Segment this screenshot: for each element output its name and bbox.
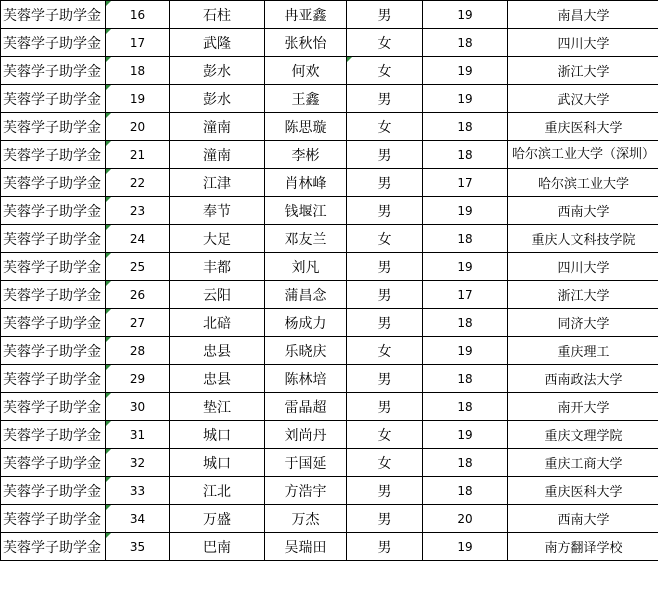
cell-number[interactable]: 31 [106,421,170,449]
cell-number[interactable]: 29 [106,365,170,393]
cell-university[interactable]: 重庆人文科技学院 [508,225,660,253]
cell-university[interactable]: 南方翻译学校 [508,533,660,561]
cell-gender[interactable]: 男 [347,281,423,309]
cell-gender[interactable]: 女 [347,337,423,365]
cell-name[interactable]: 杨成力 [265,309,347,337]
cell-university[interactable]: 四川大学 [508,253,660,281]
cell-region[interactable]: 巴南 [170,533,265,561]
cell-region[interactable]: 云阳 [170,281,265,309]
cell-name[interactable]: 吴瑞田 [265,533,347,561]
table-row [1,533,660,561]
cell-number[interactable]: 16 [106,1,170,29]
cell-gender[interactable]: 男 [347,365,423,393]
cell-program[interactable]: 芙蓉学子助学金 [1,337,106,365]
cell-name[interactable]: 钱堰江 [265,197,347,225]
cell-age[interactable]: 18 [423,477,508,505]
cell-region[interactable]: 武隆 [170,29,265,57]
cell-name[interactable]: 刘尚丹 [265,421,347,449]
cell-university[interactable]: 西南政法大学 [508,365,660,393]
cell-gender[interactable]: 女 [347,57,423,85]
cell-program[interactable]: 芙蓉学子助学金 [1,85,106,113]
cell-region[interactable]: 彭水 [170,85,265,113]
table-row [1,281,660,309]
cell-gender[interactable]: 男 [347,477,423,505]
cell-program[interactable]: 芙蓉学子助学金 [1,141,106,169]
cell-name[interactable]: 于国延 [265,449,347,477]
cell-number[interactable]: 30 [106,393,170,421]
cell-number[interactable]: 27 [106,309,170,337]
cell-program[interactable]: 芙蓉学子助学金 [1,113,106,141]
table-row [1,1,660,29]
cell-number[interactable]: 23 [106,197,170,225]
table-row [1,197,660,225]
cell-age[interactable]: 19 [423,337,508,365]
cell-age[interactable]: 19 [423,421,508,449]
table-row [1,85,660,113]
cell-number[interactable]: 35 [106,533,170,561]
cell-name[interactable]: 冉亚鑫 [265,1,347,29]
table-row [1,57,660,85]
cell-university[interactable]: 哈尔滨工业大学 [508,169,660,197]
cell-program[interactable]: 芙蓉学子助学金 [1,225,106,253]
cell-region[interactable]: 江津 [170,169,265,197]
table-row [1,253,660,281]
cell-program[interactable]: 芙蓉学子助学金 [1,197,106,225]
cell-region[interactable]: 潼南 [170,113,265,141]
cell-age[interactable]: 19 [423,253,508,281]
cell-gender[interactable]: 女 [347,29,423,57]
cell-region[interactable]: 垫江 [170,393,265,421]
cell-number[interactable]: 20 [106,113,170,141]
cell-region[interactable]: 丰都 [170,253,265,281]
cell-age[interactable]: 18 [423,309,508,337]
cell-program[interactable]: 芙蓉学子助学金 [1,309,106,337]
table-row [1,29,660,57]
cell-gender[interactable]: 男 [347,141,423,169]
cell-age[interactable]: 18 [423,141,508,169]
cell-region[interactable]: 北碚 [170,309,265,337]
cell-gender[interactable]: 男 [347,85,423,113]
cell-program[interactable]: 芙蓉学子助学金 [1,253,106,281]
cell-university[interactable]: 重庆医科大学 [508,113,660,141]
table-row [1,505,660,533]
cell-university[interactable]: 西南大学 [508,505,660,533]
table-row [1,141,660,169]
cell-number[interactable]: 33 [106,477,170,505]
cell-number[interactable]: 26 [106,281,170,309]
cell-university[interactable]: 重庆工商大学 [508,449,660,477]
cell-university[interactable]: 西南大学 [508,197,660,225]
cell-age[interactable]: 18 [423,29,508,57]
cell-region[interactable]: 忠县 [170,337,265,365]
cell-number[interactable]: 21 [106,141,170,169]
cell-age[interactable]: 18 [423,393,508,421]
cell-region[interactable]: 大足 [170,225,265,253]
cell-university[interactable]: 重庆理工 [508,337,660,365]
cell-university[interactable]: 重庆医科大学 [508,477,660,505]
cell-name[interactable]: 王鑫 [265,85,347,113]
cell-program[interactable]: 芙蓉学子助学金 [1,477,106,505]
cell-number[interactable]: 18 [106,57,170,85]
cell-region[interactable]: 万盛 [170,505,265,533]
cell-region[interactable]: 忠县 [170,365,265,393]
cell-gender[interactable]: 男 [347,169,423,197]
cell-age[interactable]: 19 [423,533,508,561]
cell-name[interactable]: 陈林培 [265,365,347,393]
table-row [1,365,660,393]
cell-program[interactable]: 芙蓉学子助学金 [1,1,106,29]
table-row [1,477,660,505]
table-row [1,449,660,477]
cell-program[interactable]: 芙蓉学子助学金 [1,281,106,309]
cell-gender[interactable]: 女 [347,449,423,477]
cell-program[interactable]: 芙蓉学子助学金 [1,421,106,449]
cell-region[interactable]: 石柱 [170,1,265,29]
cell-region[interactable]: 城口 [170,421,265,449]
cell-gender[interactable]: 女 [347,113,423,141]
cell-name[interactable]: 邓友兰 [265,225,347,253]
cell-age[interactable]: 19 [423,85,508,113]
cell-program[interactable]: 芙蓉学子助学金 [1,169,106,197]
cell-university[interactable]: 南昌大学 [508,1,660,29]
cell-gender[interactable]: 男 [347,253,423,281]
cell-region[interactable]: 城口 [170,449,265,477]
cell-name[interactable]: 乐晓庆 [265,337,347,365]
cell-university[interactable]: 重庆文理学院 [508,421,660,449]
cell-university[interactable]: 同济大学 [508,309,660,337]
table-body [1,1,660,561]
cell-program[interactable]: 芙蓉学子助学金 [1,533,106,561]
cell-region[interactable]: 奉节 [170,197,265,225]
cell-number[interactable]: 34 [106,505,170,533]
cell-program[interactable]: 芙蓉学子助学金 [1,57,106,85]
cell-gender[interactable]: 女 [347,225,423,253]
cell-name[interactable]: 刘凡 [265,253,347,281]
table-row [1,225,660,253]
cell-number[interactable]: 28 [106,337,170,365]
cell-university[interactable]: 四川大学 [508,29,660,57]
cell-name[interactable]: 雷晶超 [265,393,347,421]
cell-program[interactable]: 芙蓉学子助学金 [1,505,106,533]
cell-age[interactable]: 17 [423,169,508,197]
table-row [1,113,660,141]
cell-university[interactable]: 武汉大学 [508,85,660,113]
cell-university[interactable]: 浙江大学 [508,281,660,309]
cell-number[interactable]: 17 [106,29,170,57]
cell-name[interactable]: 肖林峰 [265,169,347,197]
cell-gender[interactable]: 男 [347,393,423,421]
cell-university[interactable]: 南开大学 [508,393,660,421]
cell-age[interactable]: 19 [423,1,508,29]
cell-name[interactable]: 蒲昌念 [265,281,347,309]
cell-program[interactable]: 芙蓉学子助学金 [1,393,106,421]
cell-number[interactable]: 19 [106,85,170,113]
cell-age[interactable]: 18 [423,225,508,253]
cell-number[interactable]: 24 [106,225,170,253]
cell-number[interactable]: 22 [106,169,170,197]
table-row [1,337,660,365]
cell-gender[interactable]: 男 [347,1,423,29]
cell-number[interactable]: 25 [106,253,170,281]
cell-name[interactable]: 何欢 [265,57,347,85]
cell-gender[interactable]: 男 [347,197,423,225]
cell-name[interactable]: 万杰 [265,505,347,533]
sheet-edge [658,0,666,590]
cell-program[interactable]: 芙蓉学子助学金 [1,365,106,393]
cell-name[interactable]: 陈思璇 [265,113,347,141]
cell-name[interactable]: 方浩宇 [265,477,347,505]
cell-region[interactable]: 潼南 [170,141,265,169]
cell-age[interactable]: 20 [423,505,508,533]
table-row [1,309,660,337]
cell-gender[interactable]: 女 [347,421,423,449]
cell-gender[interactable]: 男 [347,533,423,561]
cell-age[interactable]: 17 [423,281,508,309]
cell-program[interactable]: 芙蓉学子助学金 [1,449,106,477]
cell-age[interactable]: 18 [423,365,508,393]
table-row [1,169,660,197]
cell-region[interactable]: 江北 [170,477,265,505]
cell-program[interactable]: 芙蓉学子助学金 [1,29,106,57]
cell-age[interactable]: 18 [423,449,508,477]
cell-gender[interactable]: 男 [347,309,423,337]
table-row [1,421,660,449]
cell-region[interactable]: 彭水 [170,57,265,85]
cell-age[interactable]: 19 [423,197,508,225]
cell-name[interactable]: 李彬 [265,141,347,169]
cell-university[interactable]: 浙江大学 [508,57,660,85]
cell-name[interactable]: 张秋怡 [265,29,347,57]
cell-gender[interactable]: 男 [347,505,423,533]
cell-age[interactable]: 19 [423,57,508,85]
cell-number[interactable]: 32 [106,449,170,477]
cell-university[interactable]: 哈尔滨工业大学（深圳） [508,141,660,169]
table-row [1,393,660,421]
cell-age[interactable]: 18 [423,113,508,141]
